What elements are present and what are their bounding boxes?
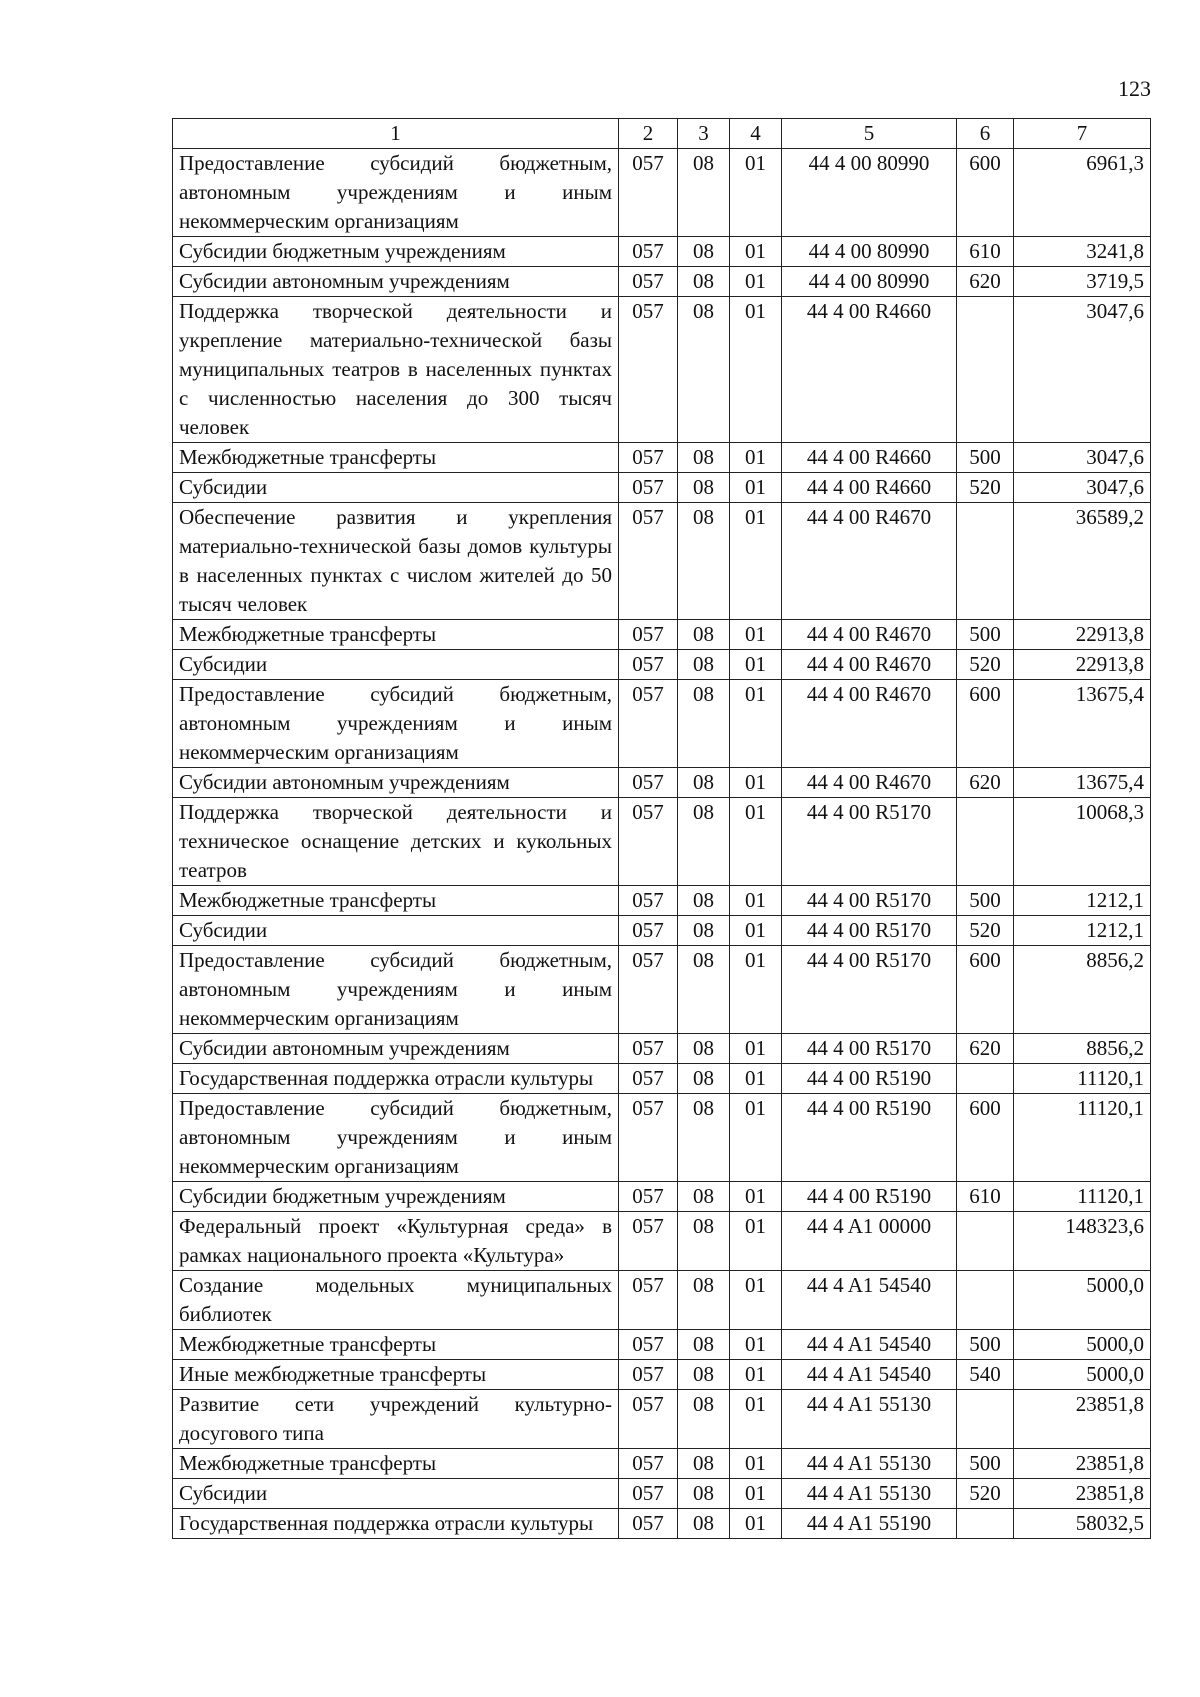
row-name: Межбюджетные трансферты: [173, 443, 619, 473]
row-amount: 3047,6: [1014, 443, 1151, 473]
row-admin-code: 057: [619, 297, 678, 443]
row-admin-code: 057: [619, 1271, 678, 1330]
row-admin-code: 057: [619, 1182, 678, 1212]
row-subsection-code: 01: [730, 1182, 782, 1212]
row-admin-code: 057: [619, 1330, 678, 1360]
table-row: [173, 620, 1151, 650]
table-row: [173, 149, 1151, 237]
row-admin-code: 057: [619, 1034, 678, 1064]
row-target-code: 44 4 00 R4670: [782, 768, 957, 798]
row-section-code: 08: [678, 916, 730, 946]
row-subsection-code: 01: [730, 620, 782, 650]
row-name: Поддержка творческой деятельности и техническое оснащение детских и кукольных театров: [173, 798, 619, 886]
row-target-code: 44 4 00 R5170: [782, 886, 957, 916]
table-row: [173, 1271, 1151, 1330]
column-header-section: 3: [678, 119, 730, 149]
row-subsection-code: 01: [730, 237, 782, 267]
row-expense-type: 500: [957, 443, 1014, 473]
row-subsection-code: 01: [730, 680, 782, 768]
row-expense-type: 600: [957, 680, 1014, 768]
row-amount: 148323,6: [1014, 1212, 1151, 1271]
row-target-code: 44 4 A1 00000: [782, 1212, 957, 1271]
row-subsection-code: 01: [730, 267, 782, 297]
row-expense-type: 520: [957, 1479, 1014, 1509]
row-admin-code: 057: [619, 798, 678, 886]
table-row: [173, 443, 1151, 473]
row-amount: 11120,1: [1014, 1064, 1151, 1094]
row-expense-type: [957, 1212, 1014, 1271]
row-target-code: 44 4 A1 55190: [782, 1509, 957, 1539]
row-target-code: 44 4 A1 55130: [782, 1390, 957, 1449]
row-target-code: 44 4 00 R4660: [782, 473, 957, 503]
table-row: [173, 473, 1151, 503]
row-section-code: 08: [678, 149, 730, 237]
row-expense-type: 610: [957, 237, 1014, 267]
table-row: [173, 798, 1151, 886]
table-row: [173, 237, 1151, 267]
row-amount: 58032,5: [1014, 1509, 1151, 1539]
row-amount: 3719,5: [1014, 267, 1151, 297]
row-name: Создание модельных муниципальных библиотек: [173, 1271, 619, 1330]
row-admin-code: 057: [619, 1449, 678, 1479]
table-row: [173, 1064, 1151, 1094]
row-target-code: 44 4 00 R5190: [782, 1094, 957, 1182]
row-name: Межбюджетные трансферты: [173, 1449, 619, 1479]
row-name: Субсидии автономным учреждениям: [173, 1034, 619, 1064]
column-header-amount: 7: [1014, 119, 1151, 149]
row-target-code: 44 4 00 R5170: [782, 1034, 957, 1064]
row-expense-type: 500: [957, 886, 1014, 916]
row-subsection-code: 01: [730, 149, 782, 237]
row-name: Субсидии автономным учреждениям: [173, 267, 619, 297]
row-amount: 13675,4: [1014, 680, 1151, 768]
row-name: Иные межбюджетные трансферты: [173, 1360, 619, 1390]
row-expense-type: [957, 1390, 1014, 1449]
row-expense-type: [957, 1509, 1014, 1539]
row-target-code: 44 4 A1 54540: [782, 1330, 957, 1360]
row-section-code: 08: [678, 1271, 730, 1330]
row-subsection-code: 01: [730, 1034, 782, 1064]
row-expense-type: 620: [957, 267, 1014, 297]
row-expense-type: 540: [957, 1360, 1014, 1390]
row-section-code: 08: [678, 1212, 730, 1271]
row-admin-code: 057: [619, 1064, 678, 1094]
row-name: Предоставление субсидий бюджетным, автономным учреждениям и иным некоммерческим организациям: [173, 680, 619, 768]
row-name: Обеспечение развития и укрепления материально-технической базы домов культуры в населенных пунктах с числом жителей до 50 тысяч человек: [173, 503, 619, 620]
row-expense-type: 500: [957, 1449, 1014, 1479]
row-name: Развитие сети учреждений культурно-досугового типа: [173, 1390, 619, 1449]
row-target-code: 44 4 00 R4670: [782, 650, 957, 680]
row-target-code: 44 4 00 R5190: [782, 1064, 957, 1094]
row-section-code: 08: [678, 1094, 730, 1182]
column-header-subsection: 4: [730, 119, 782, 149]
row-amount: 3047,6: [1014, 297, 1151, 443]
row-name: Поддержка творческой деятельности и укрепление материально-технической базы муниципальных театров в населенных пунктах с численностью населения до 300 тысяч человек: [173, 297, 619, 443]
row-section-code: 08: [678, 946, 730, 1034]
row-section-code: 08: [678, 1034, 730, 1064]
column-header-target: 5: [782, 119, 957, 149]
row-target-code: 44 4 A1 54540: [782, 1360, 957, 1390]
row-expense-type: 520: [957, 650, 1014, 680]
row-target-code: 44 4 00 80990: [782, 267, 957, 297]
row-section-code: 08: [678, 237, 730, 267]
row-section-code: 08: [678, 1390, 730, 1449]
row-admin-code: 057: [619, 237, 678, 267]
row-section-code: 08: [678, 886, 730, 916]
row-admin-code: 057: [619, 443, 678, 473]
row-section-code: 08: [678, 503, 730, 620]
row-section-code: 08: [678, 1360, 730, 1390]
row-expense-type: [957, 503, 1014, 620]
row-target-code: 44 4 A1 55130: [782, 1479, 957, 1509]
row-target-code: 44 4 00 R4670: [782, 680, 957, 768]
column-header-name: 1: [173, 119, 619, 149]
row-subsection-code: 01: [730, 297, 782, 443]
row-section-code: 08: [678, 650, 730, 680]
row-target-code: 44 4 00 80990: [782, 237, 957, 267]
row-amount: 10068,3: [1014, 798, 1151, 886]
row-admin-code: 057: [619, 503, 678, 620]
row-amount: 22913,8: [1014, 620, 1151, 650]
row-name: Межбюджетные трансферты: [173, 620, 619, 650]
header-row: [173, 119, 1151, 149]
page-number: 123: [1118, 76, 1151, 101]
row-admin-code: 057: [619, 620, 678, 650]
row-admin-code: 057: [619, 680, 678, 768]
table-row: [173, 768, 1151, 798]
row-section-code: 08: [678, 768, 730, 798]
row-admin-code: 057: [619, 473, 678, 503]
row-amount: 8856,2: [1014, 946, 1151, 1034]
row-expense-type: 610: [957, 1182, 1014, 1212]
table-row: [173, 1390, 1151, 1449]
table-row: [173, 886, 1151, 916]
row-amount: 3047,6: [1014, 473, 1151, 503]
row-admin-code: 057: [619, 768, 678, 798]
row-amount: 36589,2: [1014, 503, 1151, 620]
row-amount: 11120,1: [1014, 1094, 1151, 1182]
column-header-admin: 2: [619, 119, 678, 149]
table-row: [173, 1182, 1151, 1212]
row-section-code: 08: [678, 1449, 730, 1479]
row-subsection-code: 01: [730, 768, 782, 798]
row-expense-type: 620: [957, 768, 1014, 798]
table-row: [173, 1449, 1151, 1479]
row-target-code: 44 4 00 R4670: [782, 503, 957, 620]
row-amount: 5000,0: [1014, 1330, 1151, 1360]
row-target-code: 44 4 00 R5170: [782, 916, 957, 946]
row-admin-code: 057: [619, 1094, 678, 1182]
budget-table: [172, 118, 1151, 1539]
row-amount: 23851,8: [1014, 1390, 1151, 1449]
row-target-code: 44 4 00 R5170: [782, 946, 957, 1034]
row-section-code: 08: [678, 473, 730, 503]
row-subsection-code: 01: [730, 1479, 782, 1509]
row-name: Государственная поддержка отрасли культуры: [173, 1064, 619, 1094]
row-name: Субсидии бюджетным учреждениям: [173, 237, 619, 267]
row-subsection-code: 01: [730, 650, 782, 680]
row-section-code: 08: [678, 680, 730, 768]
row-name: Предоставление субсидий бюджетным, автономным учреждениям и иным некоммерческим организациям: [173, 946, 619, 1034]
row-subsection-code: 01: [730, 503, 782, 620]
row-section-code: 08: [678, 297, 730, 443]
row-target-code: 44 4 00 80990: [782, 149, 957, 237]
table-row: [173, 1330, 1151, 1360]
row-section-code: 08: [678, 1064, 730, 1094]
table-row: [173, 1094, 1151, 1182]
table-row: [173, 680, 1151, 768]
row-name: Субсидии бюджетным учреждениям: [173, 1182, 619, 1212]
row-section-code: 08: [678, 1330, 730, 1360]
row-amount: 13675,4: [1014, 768, 1151, 798]
row-name: Субсидии: [173, 916, 619, 946]
row-section-code: 08: [678, 1182, 730, 1212]
table-row: [173, 650, 1151, 680]
row-section-code: 08: [678, 620, 730, 650]
row-name: Государственная поддержка отрасли культуры: [173, 1509, 619, 1539]
row-name: Субсидии: [173, 650, 619, 680]
table-row: [173, 267, 1151, 297]
row-target-code: 44 4 00 R4660: [782, 297, 957, 443]
row-amount: 3241,8: [1014, 237, 1151, 267]
row-expense-type: 520: [957, 916, 1014, 946]
row-subsection-code: 01: [730, 1094, 782, 1182]
row-name: Субсидии: [173, 1479, 619, 1509]
row-admin-code: 057: [619, 916, 678, 946]
row-admin-code: 057: [619, 149, 678, 237]
table-row: [173, 1360, 1151, 1390]
row-expense-type: 600: [957, 946, 1014, 1034]
row-admin-code: 057: [619, 1360, 678, 1390]
row-amount: 11120,1: [1014, 1182, 1151, 1212]
row-subsection-code: 01: [730, 798, 782, 886]
table-row: [173, 503, 1151, 620]
table-row: [173, 946, 1151, 1034]
row-name: Предоставление субсидий бюджетным, автономным учреждениям и иным некоммерческим организациям: [173, 1094, 619, 1182]
row-subsection-code: 01: [730, 1509, 782, 1539]
row-admin-code: 057: [619, 886, 678, 916]
row-subsection-code: 01: [730, 443, 782, 473]
row-target-code: 44 4 00 R5190: [782, 1182, 957, 1212]
row-admin-code: 057: [619, 267, 678, 297]
row-section-code: 08: [678, 1509, 730, 1539]
row-target-code: 44 4 00 R4660: [782, 443, 957, 473]
row-admin-code: 057: [619, 650, 678, 680]
row-subsection-code: 01: [730, 1064, 782, 1094]
row-target-code: 44 4 A1 55130: [782, 1449, 957, 1479]
row-expense-type: 500: [957, 620, 1014, 650]
row-subsection-code: 01: [730, 1330, 782, 1360]
row-expense-type: 520: [957, 473, 1014, 503]
row-amount: 23851,8: [1014, 1449, 1151, 1479]
row-subsection-code: 01: [730, 946, 782, 1034]
row-amount: 8856,2: [1014, 1034, 1151, 1064]
row-subsection-code: 01: [730, 886, 782, 916]
row-target-code: 44 4 A1 54540: [782, 1271, 957, 1330]
row-expense-type: [957, 1271, 1014, 1330]
row-expense-type: 620: [957, 1034, 1014, 1064]
row-admin-code: 057: [619, 1212, 678, 1271]
column-header-type: 6: [957, 119, 1014, 149]
table-row: [173, 1479, 1151, 1509]
row-section-code: 08: [678, 1479, 730, 1509]
row-name: Федеральный проект «Культурная среда» в рамках национального проекта «Культура»: [173, 1212, 619, 1271]
row-amount: 22913,8: [1014, 650, 1151, 680]
row-section-code: 08: [678, 798, 730, 886]
row-expense-type: 500: [957, 1330, 1014, 1360]
table-row: [173, 297, 1151, 443]
table-row: [173, 916, 1151, 946]
row-subsection-code: 01: [730, 473, 782, 503]
row-name: Предоставление субсидий бюджетным, автономным учреждениям и иным некоммерческим организациям: [173, 149, 619, 237]
table-row: [173, 1509, 1151, 1539]
row-amount: 6961,3: [1014, 149, 1151, 237]
row-section-code: 08: [678, 267, 730, 297]
row-expense-type: [957, 798, 1014, 886]
row-subsection-code: 01: [730, 916, 782, 946]
row-subsection-code: 01: [730, 1271, 782, 1330]
row-expense-type: 600: [957, 1094, 1014, 1182]
row-name: Межбюджетные трансферты: [173, 886, 619, 916]
row-admin-code: 057: [619, 1509, 678, 1539]
row-subsection-code: 01: [730, 1360, 782, 1390]
row-expense-type: [957, 297, 1014, 443]
row-expense-type: [957, 1064, 1014, 1094]
row-subsection-code: 01: [730, 1212, 782, 1271]
row-subsection-code: 01: [730, 1390, 782, 1449]
row-amount: 5000,0: [1014, 1271, 1151, 1330]
row-section-code: 08: [678, 443, 730, 473]
row-amount: 1212,1: [1014, 886, 1151, 916]
table-body: [173, 149, 1151, 1539]
row-target-code: 44 4 00 R5170: [782, 798, 957, 886]
row-name: Субсидии автономным учреждениям: [173, 768, 619, 798]
row-amount: 1212,1: [1014, 916, 1151, 946]
row-subsection-code: 01: [730, 1449, 782, 1479]
row-expense-type: 600: [957, 149, 1014, 237]
table-row: [173, 1212, 1151, 1271]
row-admin-code: 057: [619, 946, 678, 1034]
row-admin-code: 057: [619, 1479, 678, 1509]
table-row: [173, 1034, 1151, 1064]
row-amount: 5000,0: [1014, 1360, 1151, 1390]
row-name: Межбюджетные трансферты: [173, 1330, 619, 1360]
row-admin-code: 057: [619, 1390, 678, 1449]
row-name: Субсидии: [173, 473, 619, 503]
row-amount: 23851,8: [1014, 1479, 1151, 1509]
row-target-code: 44 4 00 R4670: [782, 620, 957, 650]
